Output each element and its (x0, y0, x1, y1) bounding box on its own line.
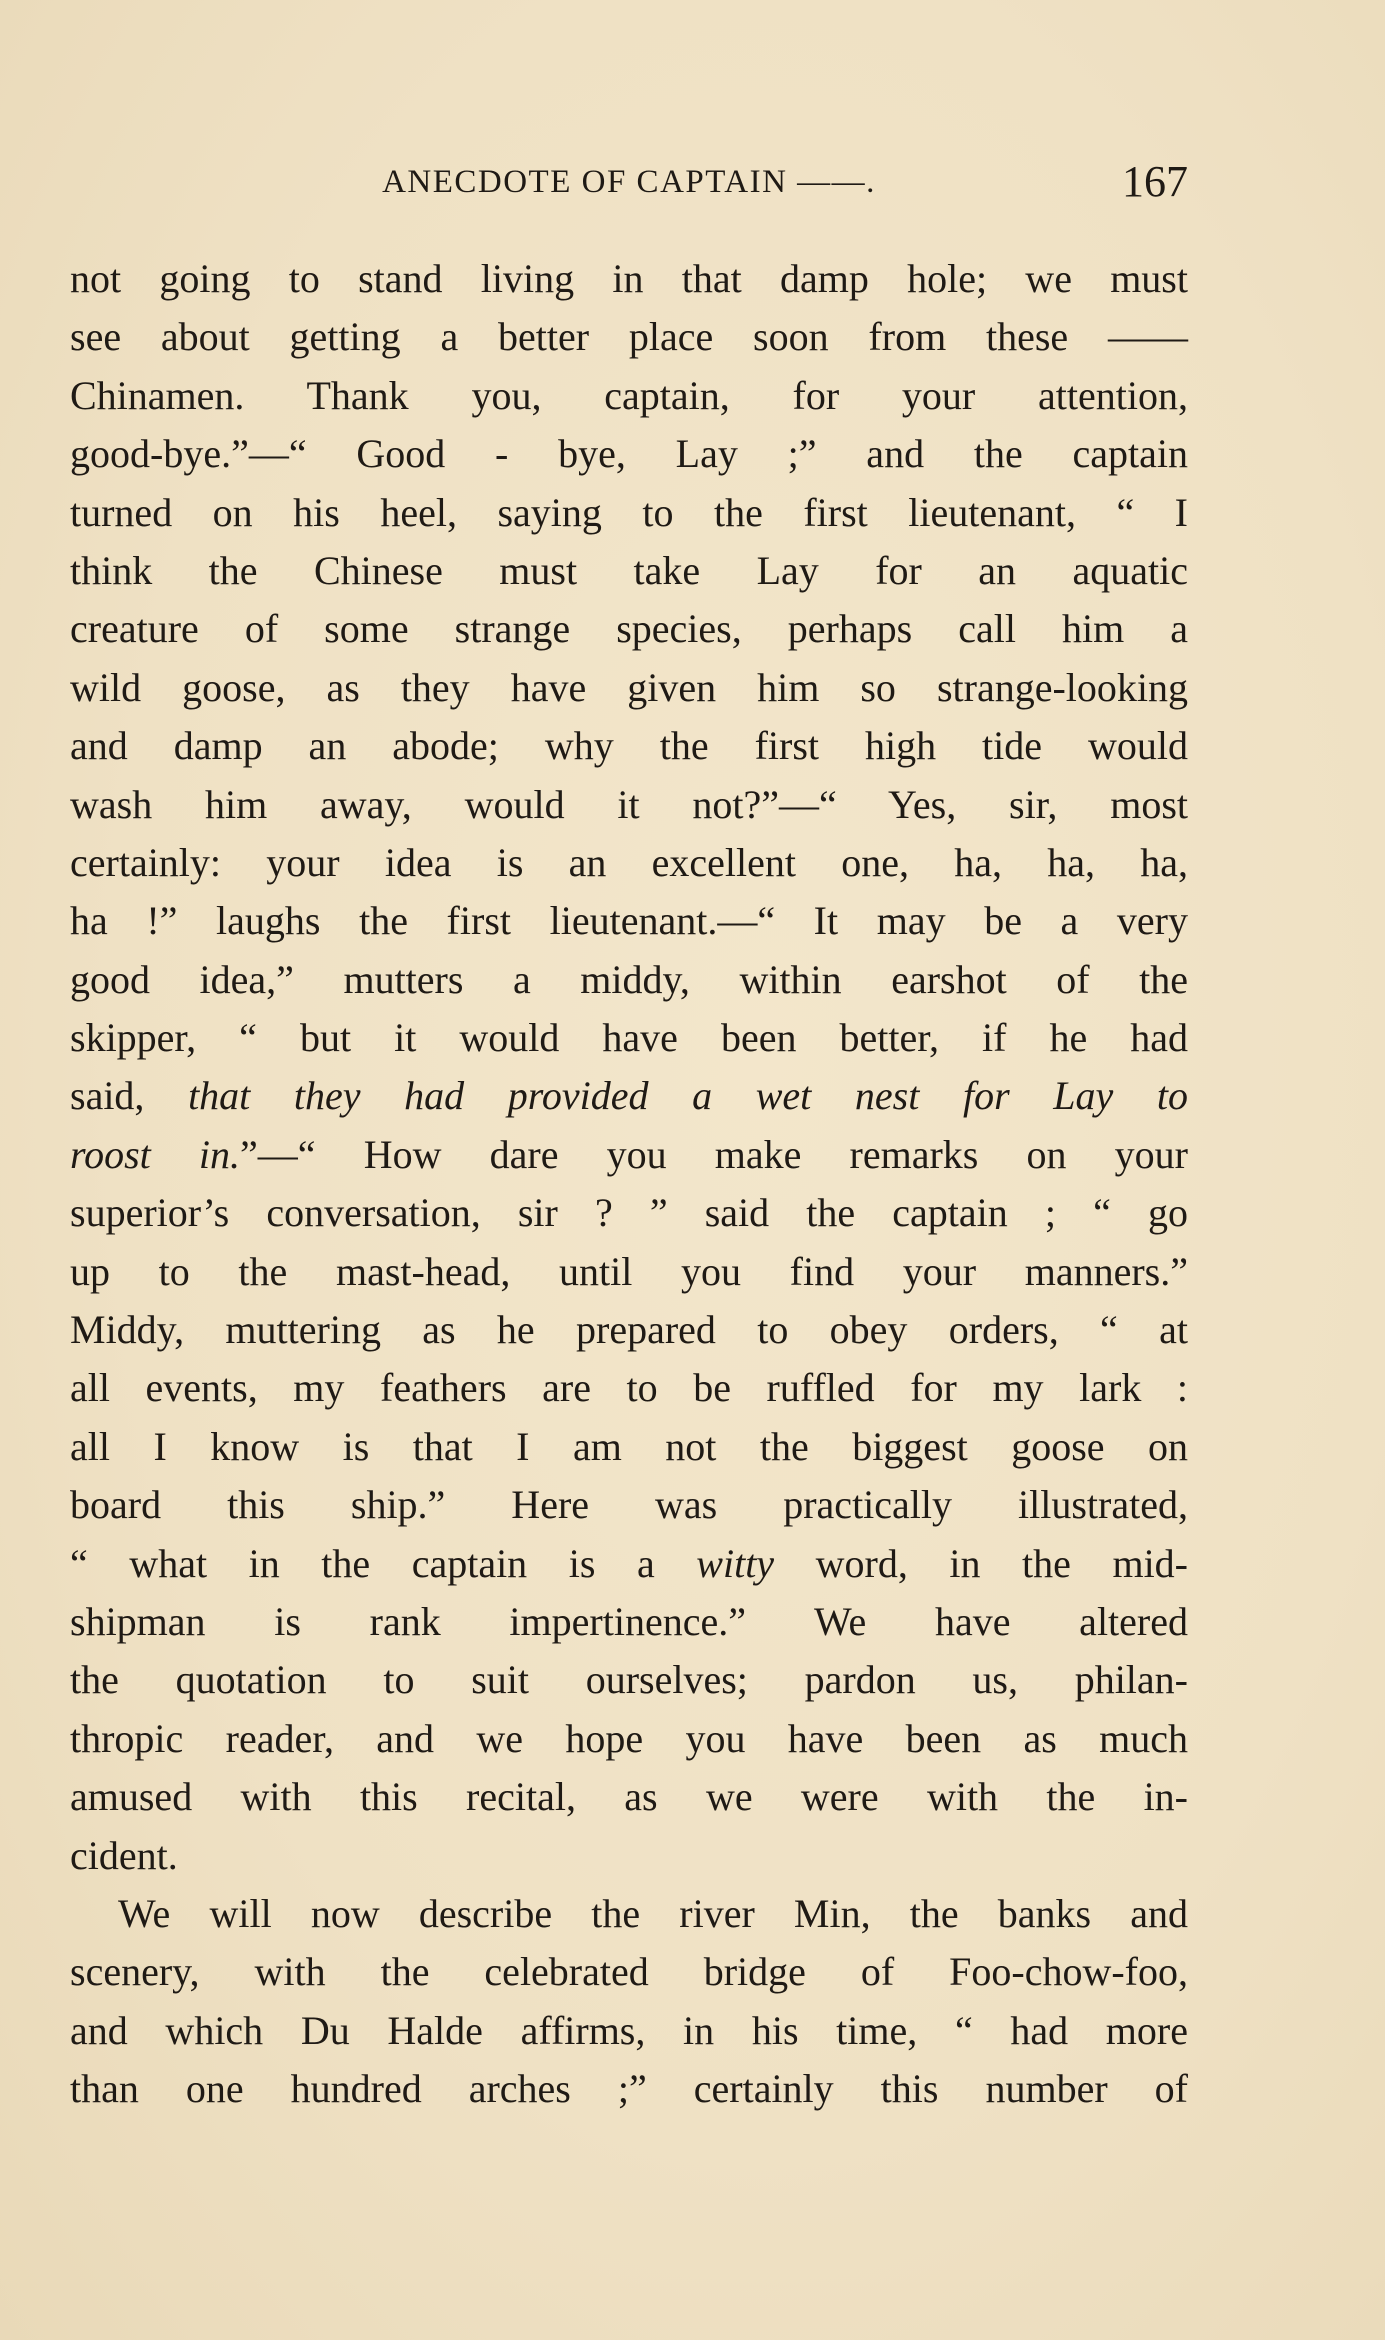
text-line: wash him away, would it not?”—“ Yes, sir, most (70, 781, 1188, 827)
text-line: and damp an abode; why the first high tide would (70, 723, 1188, 769)
italic-text: that they had provided a wet nest for Lay to (188, 1073, 1188, 1119)
text-line: board this ship.” Here was practically illustrated, (70, 1482, 1188, 1528)
text-line: than one hundred arches ;” certainly this number of (70, 2066, 1188, 2112)
text-line: Middy, muttering as he prepared to obey orders, “ at (70, 1307, 1188, 1353)
text-line: all I know is that I am not the biggest goose on (70, 1423, 1188, 1469)
text-line: wild goose, as they have given him so strange-looking (70, 664, 1188, 710)
text-line: think the Chinese must take Lay for an aquatic (70, 547, 1188, 593)
text-line: all events, my feathers are to be ruffled for my lark : (70, 1365, 1188, 1411)
text-line: good idea,” mutters a middy, within earshot of the (70, 956, 1188, 1002)
text-line: creature of some strange species, perhaps call him a (70, 606, 1188, 652)
text-line: Chinamen. Thank you, captain, for your attention, (70, 372, 1188, 418)
text-line: shipman is rank impertinence.” We have altered (70, 1598, 1188, 1644)
text-line: said, that they had provided a wet nest for Lay to (70, 1073, 1188, 1119)
text-line: superior’s conversation, sir ? ” said the captain ; “ go (70, 1190, 1188, 1236)
text-line: amused with this recital, as we were with the in- (70, 1774, 1188, 1820)
text-line: and which Du Halde affirms, in his time, “ had more (70, 2007, 1188, 2053)
body-text (70, 250, 1188, 2119)
text-line: We will now describe the river Min, the banks and (118, 1890, 1188, 1936)
text-line: thropic reader, and we hope you have been as much (70, 1715, 1188, 1761)
text-line: the quotation to suit ourselves; pardon us, philan- (70, 1657, 1188, 1703)
text-line: roost in.”—“ How dare you make remarks on your (70, 1131, 1188, 1177)
text-line: ha !” laughs the first lieutenant.—“ It may be a very (70, 898, 1188, 944)
italic-text: witty (696, 1540, 775, 1586)
text-line: turned on his heel, saying to the first lieutenant, “ I (70, 489, 1188, 535)
text-line: see about getting a better place soon from these —— (70, 314, 1188, 360)
text-line: scenery, with the celebrated bridge of Foo-chow-foo, (70, 1949, 1188, 1995)
text-line: certainly: your idea is an excellent one, ha, ha, ha, (70, 839, 1188, 885)
text-line: “ what in the captain is a witty word, in the mid- (70, 1540, 1189, 1586)
text-line: good-bye.”—“ Good - bye, Lay ;” and the captain (70, 431, 1188, 477)
text-line: skipper, “ but it would have been better, if he had (70, 1015, 1188, 1061)
page-header (70, 152, 1188, 212)
text-line: cident. (70, 1832, 178, 1878)
text-line: up to the mast-head, until you find your manners.” (70, 1248, 1188, 1294)
text-line: not going to stand living in that damp hole; we must (70, 256, 1188, 301)
page-number: 167 (1122, 157, 1188, 206)
italic-text: roost in. (70, 1131, 241, 1177)
running-title: ANECDOTE OF CAPTAIN ——. (382, 164, 876, 200)
